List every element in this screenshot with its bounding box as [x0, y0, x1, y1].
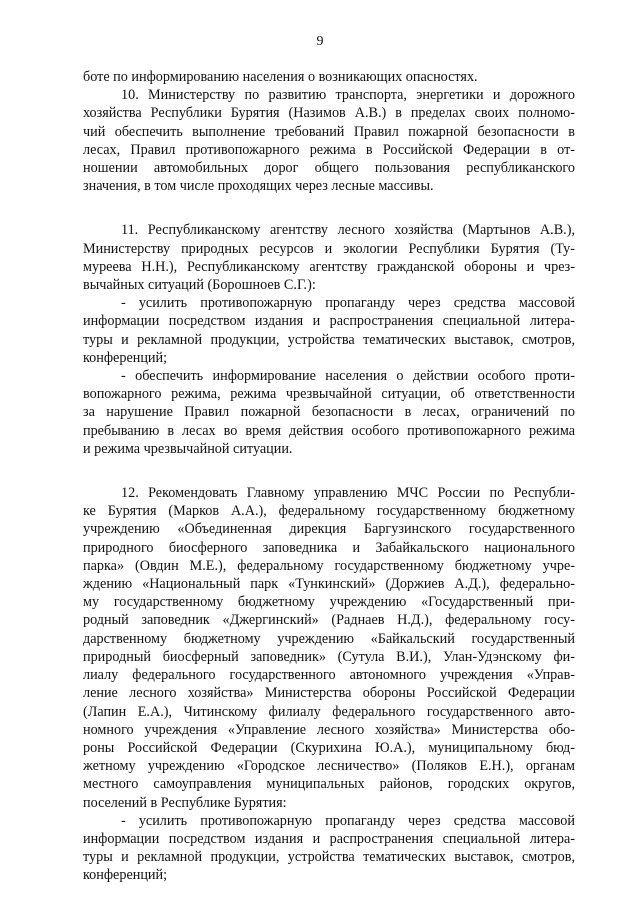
- paragraph-11-bullet-1: [83, 294, 575, 367]
- text-line: родный заповедник «Джергинский» (Раднаев Н.Д.), федеральному госу-: [83, 612, 575, 629]
- document-body: [83, 68, 575, 885]
- paragraph-12-bullet-1: [83, 812, 575, 885]
- text-line: хозяйства Республики Бурятия (Назимов А.В.) в пределах своих полномо-: [83, 105, 575, 122]
- text-line: - усилить противопожарную пропаганду через средства массовой: [121, 812, 575, 829]
- text-line: муреева Н.Н.), Республиканскому агентству гражданской обороны и чрез-: [83, 258, 575, 275]
- paragraph-10: [83, 86, 575, 195]
- text-line: туры и рекламной продукции, устройства тематических выставок, смотров,: [83, 849, 575, 866]
- text-line: информации посредством издания и распространения специальной литера-: [83, 313, 575, 330]
- text-line: ждению «Национальный парк «Тункинский» (Доржиев А.Д.), федерально-: [83, 576, 575, 593]
- text-line: ношении автомобильных дорог общего пользования республиканского: [83, 160, 575, 177]
- paragraph-gap: [83, 195, 575, 221]
- text-line: поселений в Республике Бурятия:: [83, 794, 287, 811]
- text-line: му государственному бюджетному учреждению «Государственный при-: [83, 594, 575, 611]
- page-number: 9: [316, 34, 324, 49]
- text-line: лесах, Правил противопожарного режима в Российской Федерации в от-: [83, 141, 575, 158]
- paragraph-11: [83, 221, 575, 294]
- text-line: номного учреждения «Управление лесного хозяйства» Министерства обо-: [83, 721, 575, 738]
- text-line: парка» (Овдин М.Е.), федеральному государственному бюджетному учре-: [83, 557, 575, 574]
- text-line: боте по информированию населения о возникающих опасностях.: [83, 69, 478, 85]
- text-line: пребыванию в лесах во время действия особого противопожарного режима: [83, 422, 575, 439]
- text-line: местного самоуправления муниципальных районов, городских округов,: [83, 776, 575, 793]
- text-line: 12. Рекомендовать Главному управлению МЧС России по Республи-: [121, 485, 575, 502]
- text-line: природный биосферный заповедник» (Сутула В.И.), Улан-Удэнскому фи-: [83, 648, 575, 665]
- paragraph-12: [83, 484, 575, 812]
- text-line: значения, в том числе проходящих через лесные массивы.: [83, 178, 434, 195]
- text-line: (Лапин Е.А.), Читинскому филиалу федерального государственного авто-: [83, 703, 575, 720]
- text-line: ление лесного хозяйства» Министерства обороны Российской Федерации: [83, 685, 575, 702]
- text-line: за нарушение Правил пожарной безопасности в лесах, ограничений по: [83, 404, 575, 421]
- text-line: - усилить противопожарную пропаганду через средства массовой: [121, 295, 575, 312]
- text-line: Министерству природных ресурсов и экологии Республики Бурятия (Ту-: [83, 240, 575, 257]
- text-line: информации посредством издания и распространения специальной литера-: [83, 830, 575, 847]
- text-line: роны Российской Федерации (Скурихина Ю.А.), муниципальному бюд-: [83, 739, 575, 756]
- text-line: - обеспечить информирование населения о действии особого проти-: [121, 368, 575, 385]
- text-line: ке Бурятия (Марков А.А.), федеральному государственному бюджетному: [83, 503, 575, 520]
- text-line: конференций;: [83, 867, 168, 884]
- text-line: туры и рекламной продукции, устройства тематических выставок, смотров,: [83, 331, 575, 348]
- text-line: чий обеспечить выполнение требований Правил пожарной безопасности в: [83, 123, 575, 140]
- paragraph-continuation: [83, 68, 575, 86]
- text-line: и режима чрезвычайной ситуации.: [83, 440, 293, 457]
- text-line: конференций;: [83, 349, 168, 366]
- text-line: лиалу федерального государственного автономного учреждения «Управ-: [83, 667, 575, 684]
- text-line: учреждению «Объединенная дирекция Баргузинского государственного: [83, 521, 575, 538]
- text-line: 10. Министерству по развитию транспорта, энергетики и дорожного: [121, 87, 575, 104]
- text-line: 11. Республиканскому агентству лесного хозяйства (Мартынов А.В.),: [121, 222, 575, 239]
- text-line: вычайных ситуаций (Борошноев С.Г.):: [83, 277, 316, 294]
- text-line: дарственному бюджетному учреждению «Байкальский государственный: [83, 630, 575, 647]
- paragraph-11-bullet-2: [83, 367, 575, 458]
- text-line: жетному учреждению «Городское лесничество» (Поляков Е.Н.), органам: [83, 758, 575, 775]
- text-line: природного биосферного заповедника и Забайкальского национального: [83, 539, 575, 556]
- paragraph-gap: [83, 458, 575, 484]
- text-line: вопожарного режима, режима чрезвычайной ситуации, об ответственности: [83, 386, 575, 403]
